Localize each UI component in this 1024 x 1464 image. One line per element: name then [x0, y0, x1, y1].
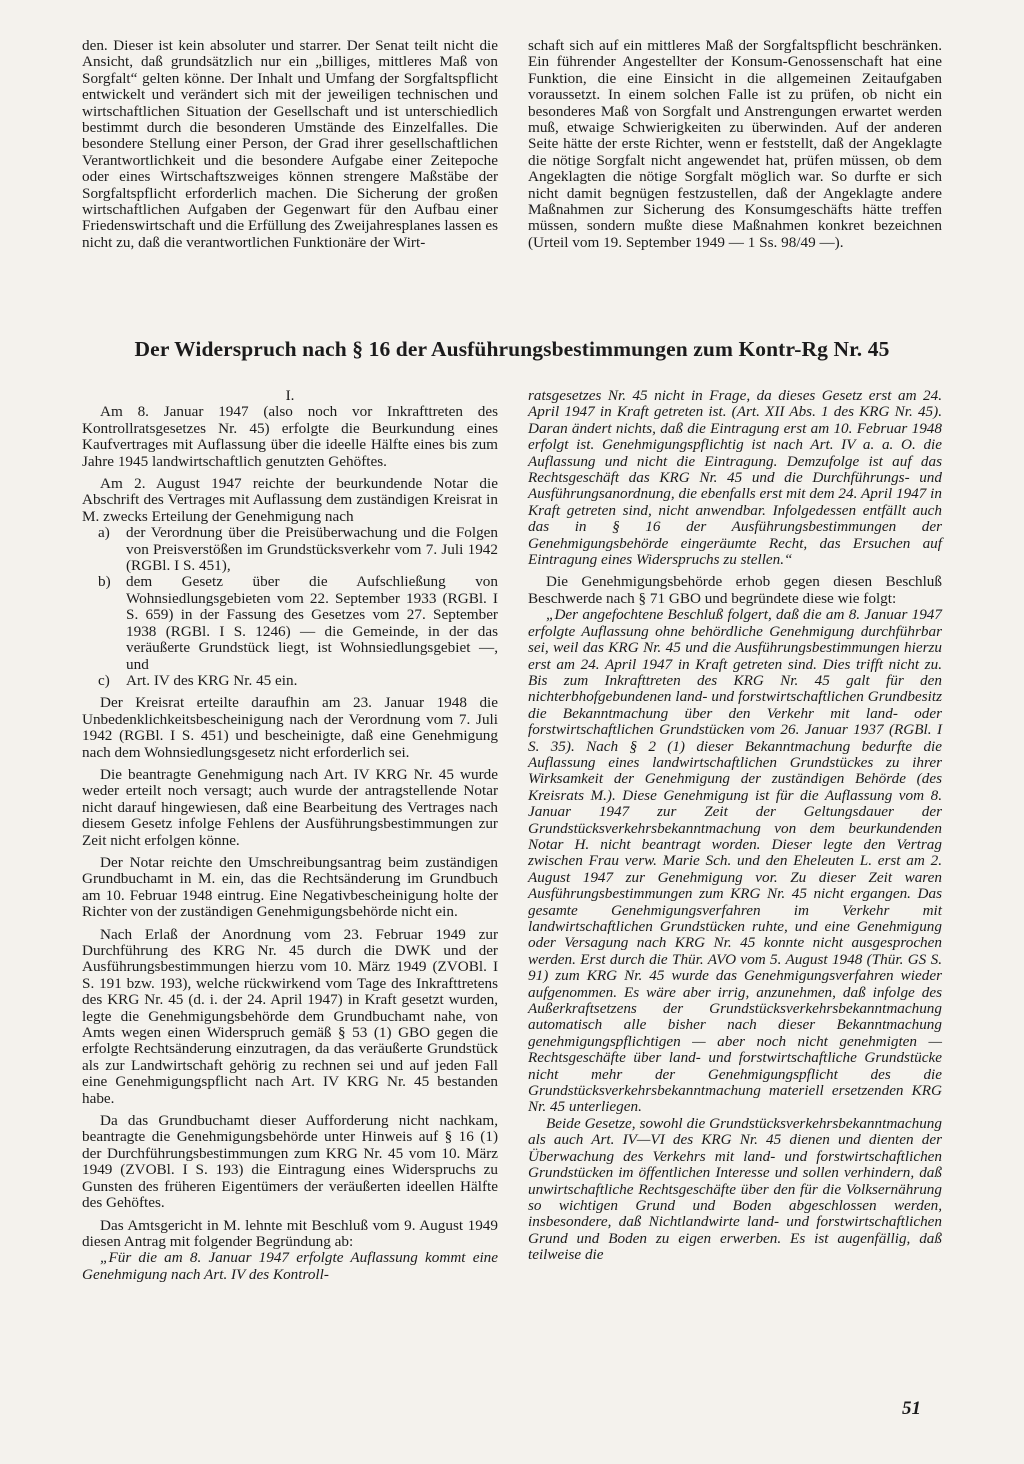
paragraph: Das Amtsgericht in M. lehnte mit Beschluß vom 9. August 1949 diesen Antrag mit folgender Begründung ab: — [82, 1216, 498, 1250]
top-right-column — [528, 38, 942, 251]
list-marker: c) — [98, 671, 110, 689]
paragraph: Da das Grundbuchamt dieser Aufforderung nicht nachkam, beantragte die Genehmigungsbehörde unter Hinweis auf § 16 (1) der Durchführungsbestimmungen zum KRG Nr. 45 vom 10. März 1949 (ZVOBl. I S. 193) die Eintragung eines Widerspruchs zu Gunsten des früheren Eigentümers der veräußerten ideellen Hälfte des Gehöftes. — [82, 1112, 498, 1212]
page-number: 51 — [902, 1398, 921, 1419]
quoted-paragraph: ratsgesetzes Nr. 45 nicht in Frage, da dieses Gesetz erst am 24. April 1947 in Kraft getreten ist. (Art. XII Abs. 1 des KRG Nr. 45). Daran ändert nichts, daß die Eintragung erst am 10. Februar 1948 erfolgt ist. Genehmigungspflichtig ist nach Art. IV a. a. O. die Auflassung und nicht die Eintragung. Demzufolge ist auf das Rechtsgeschäft das KRG Nr. 45 und die Durchführungs- und Ausführungsanordnung, die ebenfalls erst mit dem 24. April 1947 in Kraft getreten sind, nicht anwendbar. Infolgedessen entfällt auch das in § 16 der Ausführungsbestimmungen der Genehmigungsbehörde eingeräumte Recht, das Ersuchen auf Eintragung eines Widerspruchs zu stellen.“ — [528, 387, 942, 569]
quoted-paragraph: Beide Gesetze, sowohl die Grundstücksverkehrsbekanntmachung als auch Art. IV—VI des KRG Nr. 45 dienen und dienten der Überwachung des Verkehrs mit land- und forstwirtschaftlichen Grundstücken im öffentlichen Interesse und sollen verhindern, daß unwirtschaftliche Rechtsgeschäfte über den für die Volksernährung so wichtigen Grund und Boden abgeschlossen werden, insbesondere, daß Nichtlandwirte land- und forstwirtschaftlichen Grund und Boden zu eigen erwerben. Es ist augenfällig, daß teilweise die — [528, 1114, 942, 1264]
list-item — [82, 673, 498, 689]
quoted-paragraph: „Für die am 8. Januar 1947 erfolgte Auflassung kommt eine Genehmigung nach Art. IV des Kontroll- — [82, 1249, 498, 1283]
top-left-column — [82, 38, 498, 251]
paragraph: Nach Erlaß der Anordnung vom 23. Februar 1949 zur Durchführung des KRG Nr. 45 durch die DWK und der Ausführungsbestimmungen hierzu vom 10. März 1949 (ZVOBl. I S. 191 bzw. 193), welche rückwirkend vom Tage des Inkrafttretens des KRG Nr. 45 (d. i. der 24. April 1947) in Kraft gesetzt wurden, legte die Genehmigungsbehörde dem Grundbuchamt nahe, von Amts wegen einen Widerspruch gemäß § 53 (1) GBO gegen die erfolgte Rechtsänderung einzutragen, da das veräußerte Grundstück als zur Landwirtschaft gehörig zu rechnen sei und auf jeden Fall eine Genehmigungspflicht nach Art. IV KRG Nr. 45 bestanden habe. — [82, 925, 498, 1107]
bottom-right-column — [528, 388, 942, 1264]
quoted-paragraph: „Der angefochtene Beschluß folgert, daß die am 8. Januar 1947 erfolgte Auflassung ohne behördliche Genehmigung durchführbar sei, weil das KRG Nr. 45 und die Ausführungsbestimmungen hierzu erst am 24. April 1947 in Kraft getreten sind. Dies trifft nicht zu. Bis zum Inkrafttreten des KRG Nr. 45 galt für den nichterbhofgebundenen land- und forstwirtschaftlichen Grundbesitz die Bekanntmachung über den Verkehr mit land- oder forstwirtschaftlichen Grundstücken vom 26. Januar 1937 (RGBl. I S. 35). Nach § 2 (1) dieser Bekanntmachung bedurfte die Auflassung eines landwirtschaftlichen Grundstückes zu ihrer Wirksamkeit der Genehmigung der zuständigen Behörde (des Kreisrats M.). Diese Genehmigung ist für die Auflassung vom 8. Januar 1947 zur Zeit der Geltungsdauer der Grundstücksverkehrsbekanntmachung von dem beurkundenden Notar H. nicht beantragt worden. Dieser legte den Vertrag zwischen Frau verw. Marie Sch. und den Eheleuten L. erst am 2. August 1947 zur Genehmigung vor. Zu dieser Zeit waren Ausführungsbestimmungen zum KRG Nr. 45 nicht ergangen. Das gesamte Genehmigungsverfahren im Verkehr mit landwirtschaftlichen Grundstücken ruhte, und eine Genehmigung oder Versagung nach KRG Nr. 45 konnte nicht ausgesprochen werden. Erst durch die Thür. AVO vom 5. August 1948 (Thür. GS S. 91) zum KRG Nr. 45 wurde das Genehmigungsverfahren wieder aufgenommen. Es wäre aber irrig, anzunehmen, daß infolge des Außerkraftsetzens der Grundstücksverkehrsbekanntmachung automatisch alle bisher nach dieser Bekanntmachung genehmigungspflichtigen — aber noch nicht genehmigten — Rechtsgeschäfte über land- und forstwirtschaftliche Grundstücke nicht mehr der Genehmigungspflicht des die Grundstücksverkehrsbekanntmachung materiell ersetzenden KRG Nr. 45 unterliegen. — [528, 606, 942, 1116]
paragraph: Der Notar reichte den Umschreibungsantrag beim zuständigen Grundbuchamt in M. ein, das die Rechtsänderung im Grundbuch am 10. Februar 1948 eintrug. Eine Negativbescheinigung holte der Richter von der zuständigen Genehmigungsbehörde nicht ein. — [82, 853, 498, 921]
paragraph: den. Dieser ist kein absoluter und starrer. Der Senat teilt nicht die Ansicht, daß grundsätzlich nur ein „billiges, mittleres Maß von Sorgfalt“ gelten könne. Der Inhalt und Umfang der Sorgfaltspflicht entwickelt und verändert sich mit der jeweiligen technischen und wirtschaftlichen Situation der Gesellschaft und ist unterschiedlich bestimmt durch die besonderen Umstände des Einzelfalles. Die besondere Stellung einer Person, der Grad ihrer gesellschaftlichen Verantwortlichkeit und die besondere Aufgabe einer Zeitepoche oder eines Wirtschaftszweiges können strengere Maßstäbe der Sorgfaltspflicht erforderlich machen. Die Sicherung der großen wirtschaftlichen Aufgaben der Gegenwart für den Aufbau einer Friedenswirtschaft und die Erfüllung des Zweijahresplanes lassen es nicht zu, daß die verantwortlichen Funktionäre der Wirt- — [82, 37, 498, 251]
paragraph: Der Kreisrat erteilte daraufhin am 23. Januar 1948 die Unbedenklichkeitsbescheinigung nach der Verordnung vom 7. Juli 1942 (RGBl. I S. 451) und bescheinigte, daß eine Genehmigung nach dem Wohnsiedlungsgesetz nicht erforderlich sei. — [82, 694, 498, 761]
list-item — [82, 574, 498, 672]
list-item — [82, 525, 498, 574]
article-heading: Der Widerspruch nach § 16 der Ausführungsbestimmungen zum Kontr-Rg Nr. 45 — [134, 337, 890, 361]
section-number: I. — [285, 387, 295, 404]
list-text: Art. IV des KRG Nr. 45 ein. — [126, 671, 298, 689]
paragraph: Die beantragte Genehmigung nach Art. IV KRG Nr. 45 wurde weder erteilt noch versagt; auch wurde der antragstellende Notar nicht darauf hingewiesen, daß eine Bearbeitung des Vertrages nach diesem Gesetz infolge Fehlens der Ausführungsbestimmungen zur Zeit nicht erfolgen könne. — [82, 765, 498, 849]
paragraph: schaft sich auf ein mittleres Maß der Sorgfaltspflicht beschränken. Ein führender Angestellter der Konsum-Genossenschaft hat eine Funktion, die eine Einsicht in die allgemeinen Zeitaufgaben voraussetzt. In einem solchen Falle ist zu prüfen, ob nicht ein besonderes Maß von Sorgfalt und Anstrengungen erwartet werden muß, etwaige Schwierigkeiten zu überwinden. Auf der anderen Seite hätte der erste Richter, wenn er feststellt, daß der Angeklagte die nötige Sorgfalt nicht angewendet hat, prüfen müssen, ob dem Angeklagten die nötige Sorgfalt möglich war. So durfte er sich nicht damit begnügen festzustellen, daß der Angeklagte andere Maßnahmen zur Sicherung des Konsumgeschäfts hätte treffen müssen, sondern mußte diese Maßnahmen konkret bezeichnen (Urteil vom 19. September 1949 — 1 Ss. 98/49 —). — [528, 37, 942, 251]
list-marker: b) — [98, 573, 111, 591]
list-text: der Verordnung über die Preisüberwachung und die Folgen von Preisverstößen im Grundstücksverkehr vom 7. Juli 1942 (RGBl. I S. 451), — [126, 524, 498, 575]
list-text: dem Gesetz über die Aufschließung von Wohnsiedlungsgebieten vom 22. September 1933 (RGBl. I S. 659) in der Fassung des Gesetzes vom 27. September 1938 (RGBl. I S. 1246) — die Gemeinde, in der das veräußerte Grundstück liegt, ist Wohnsiedlungsgebiet —, und — [126, 573, 498, 673]
bottom-left-column — [82, 388, 498, 1283]
paragraph: Die Genehmigungsbehörde erhob gegen diesen Beschluß Beschwerde nach § 71 GBO und begründete diese wie folgt: — [528, 573, 942, 607]
list-marker: a) — [98, 524, 110, 542]
paragraph: Am 8. Januar 1947 (also noch vor Inkrafttreten des Kontrollratsgesetzes Nr. 45) erfolgte die Beurkundung eines Kaufvertrages mit Auflassung über die ideelle Hälfte eines bis zum Jahre 1945 landwirtschaftlich genutzten Gehöftes. — [82, 403, 498, 470]
paragraph: Am 2. August 1947 reichte der beurkundende Notar die Abschrift des Vertrages mit Auflassung dem zuständigen Kreisrat in M. zwecks Erteilung der Genehmigung nach — [82, 475, 498, 525]
